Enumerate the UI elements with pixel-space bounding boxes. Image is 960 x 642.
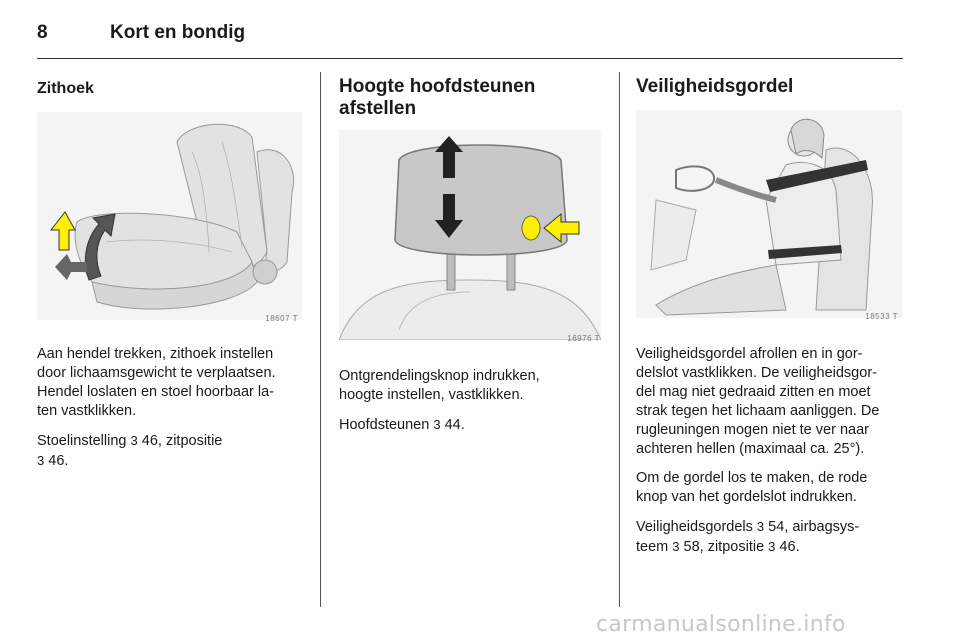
body-line: del mag niet gedraaid zitten en moet [636,384,871,400]
section-heading: Zithoek [37,80,94,97]
heading-line: afstellen [339,98,417,119]
body-line: knop van het gordelslot indrukken. [636,489,857,505]
body-line: Ontgrendelingsknop indrukken, [339,368,540,384]
ref-text: 46, zitpositie [137,433,223,449]
reference-arrow-icon: 3 [37,453,45,468]
body-line: hoogte instellen, vastklikken. [339,387,524,403]
section-hoofdsteunen [339,72,604,435]
section-heading: Veiligheidsgordel [636,76,794,97]
body-line: achteren hellen (maximaal ca. 25°). [636,441,865,457]
page-title: Kort en bondig [110,22,246,43]
page-number: 8 [37,22,48,43]
page-header [37,14,903,54]
body-line: Om de gordel los te maken, de rode [636,470,868,486]
ref-text: 46. [44,453,69,469]
ref-text: Stoelinstelling [37,433,131,449]
ref-text: Veiligheidsgordels [636,519,757,535]
header-rule [37,58,903,59]
seatbelt-illustration [636,110,902,318]
seat-recline-figure [37,112,302,325]
column-divider [320,72,321,607]
reference-arrow-icon: 3 [768,539,776,554]
body-line: Veiligheidsgordel afrollen en in gor- [636,346,863,362]
section-zithoek [37,72,302,471]
figure-code: 16976 T [567,334,600,343]
ref-text: 46. [775,539,800,555]
cross-reference [339,415,604,435]
column-divider [619,72,620,607]
section-heading [339,72,604,120]
reference-arrow-icon: 3 [433,417,441,432]
reference-arrow-icon: 3 [130,433,138,448]
body-line: Hendel loslaten en stoel hoorbaar la- [37,384,274,400]
cross-reference [37,431,302,471]
seat-illustration [37,112,302,320]
figure-code: 18607 T [265,314,298,323]
section-veiligheidsgordel [636,72,902,557]
heading-line: Hoogte hoofdsteunen [339,76,536,97]
body-line: door lichaamsgewicht te verplaatsen. [37,365,276,381]
body-line: ten vastklikken. [37,403,137,419]
ref-text: 44. [440,417,465,433]
body-line: strak tegen het lichaam aanliggen. De [636,403,880,419]
reference-arrow-icon: 3 [672,539,680,554]
headrest-figure [339,130,604,345]
cross-reference [636,517,902,557]
ref-text: 58, zitpositie [679,539,769,555]
watermark: carmanualsonline.info [596,612,846,637]
headrest-illustration [339,130,601,340]
body-line: Aan hendel trekken, zithoek instellen [37,346,274,362]
ref-text: 54, airbagsys- [764,519,860,535]
body-line: rugleuningen mogen niet te ver naar [636,422,869,438]
ref-text: Hoofdsteunen [339,417,434,433]
ref-text: teem [636,539,673,555]
reference-arrow-icon: 3 [756,519,765,534]
figure-code: 18533 T [865,312,898,321]
body-line: delslot vastklikken. De veiligheidsgor- [636,365,877,381]
seatbelt-figure [636,110,902,323]
